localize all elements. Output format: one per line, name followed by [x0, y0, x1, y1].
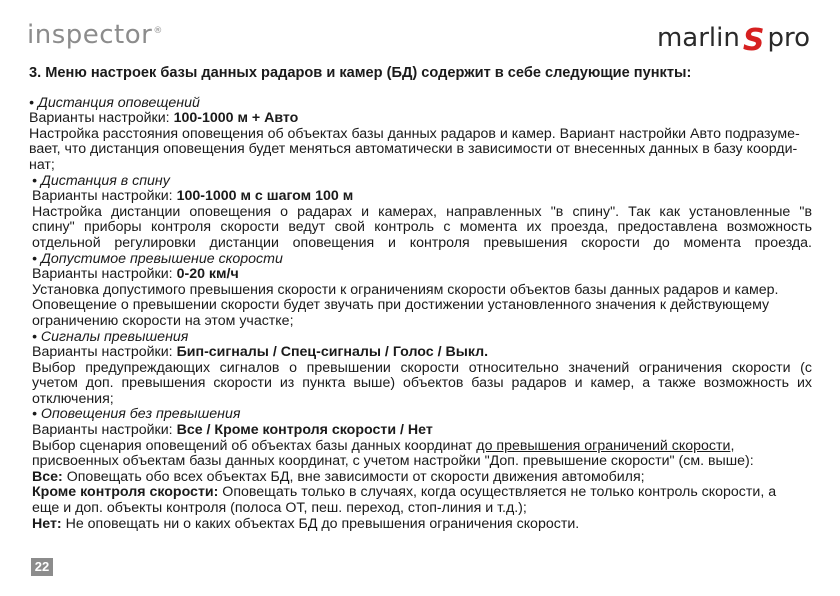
description-line: Оповещение о превышении скорости будет звучать при достижении установленного значения к действующему	[32, 297, 770, 314]
section-rear-distance	[29, 174, 812, 252]
settings-options	[32, 345, 812, 361]
section-title: • Сигналы превышения	[32, 328, 189, 345]
options-label: Варианты настройки:	[32, 344, 177, 361]
description-line: учетом доп. превышения скорости из пункта выше) объектов базы радаров и камер, а также возможность их	[32, 375, 812, 392]
section-title: • Оповещения без превышения	[32, 406, 241, 423]
marlin-logo-text: marlin	[656, 22, 740, 53]
description-line: вает, что дистанция оповещения будет меняться автоматически в зависимости от внесенных данных в базу коорди-	[29, 141, 798, 158]
option-all	[32, 470, 812, 486]
options-value: 100-1000 м с шагом 100 м	[176, 188, 354, 205]
section-title: • Допустимое превышение скорости	[32, 250, 283, 267]
settings-options	[32, 189, 812, 205]
inspector-logo-text: inspector	[27, 20, 153, 50]
description-line: отключения;	[32, 390, 114, 407]
description-line: Установка допустимого превышения скорости к ограничениям скорости объектов базы данных радаров и камер.	[32, 281, 779, 298]
option-text: Оповещать обо всех объектах БД, вне зависимости от скорости движения автомобиля;	[62, 468, 645, 485]
options-value: Все / Кроме контроля скорости / Нет	[176, 422, 433, 439]
section-overspeed-signals	[29, 330, 812, 408]
section-alert-distance	[29, 96, 812, 174]
description-line: Выбор предупреждающих сигналов о превышении скорости относительно значений ограничения скорости (с	[32, 359, 812, 376]
option-label: Кроме контроля скорости:	[32, 484, 219, 501]
description-line: Настройка дистанции оповещения о радарах и камерах, направленных "в спину". Так как установленные "в	[32, 203, 812, 220]
section-allowed-overspeed	[29, 252, 812, 330]
options-value: 100-1000 м + Авто	[173, 110, 299, 127]
options-label: Варианты настройки:	[32, 188, 177, 205]
page-content	[29, 66, 812, 532]
option-except-speed	[32, 485, 812, 501]
option-text: Не оповещать ни о каких объектах БД до превышения ограничения скорости.	[61, 515, 580, 532]
options-label: Варианты настройки:	[32, 422, 177, 439]
inspector-logo	[27, 20, 163, 50]
options-value: 0-20 км/ч	[176, 266, 239, 283]
options-value: Бип-сигналы / Спец-сигналы / Голос / Выкл.	[176, 344, 489, 361]
description-line: Настройка расстояния оповещения об объектах базы данных радаров и камер. Вариант настройки Авто подразуме-	[29, 125, 800, 142]
s-logo-mark: S	[742, 23, 765, 58]
option-none	[32, 517, 812, 533]
page-number: 22	[31, 558, 53, 576]
registered-mark: ®	[153, 26, 163, 37]
description-text: Выбор сценария оповещений об объектах базы данных координат	[32, 437, 477, 454]
marlin-s-pro-logo	[656, 20, 810, 58]
description-text: ,	[730, 437, 735, 454]
pro-logo-text: pro	[767, 22, 810, 53]
section-title: • Дистанция в спину	[32, 172, 170, 189]
description-line: спину" приборы контроля скорости ведут свой контроль с момента их проезда, предоставлена возможность	[32, 219, 812, 236]
description-line: отдельной регулировки дистанции оповещения и контроля превышения скорости до момента проезда.	[32, 234, 812, 251]
option-label: Все:	[32, 468, 63, 485]
description-line: присвоенных объектам базы данных координат, с учетом настройки "Доп. превышение скорости" (см. выше):	[32, 453, 754, 470]
description-line	[32, 439, 812, 455]
option-text: Оповещать только в случаях, когда осуществляется не только контроль скорости, а	[218, 484, 777, 501]
description-line: ограничению скорости на этом участке;	[32, 312, 294, 329]
underlined-phrase: до превышения ограничений скорости	[476, 437, 731, 454]
options-label: Варианты настройки:	[32, 266, 177, 283]
section-alerts-without-overspeed	[29, 407, 812, 532]
options-label: Варианты настройки:	[29, 110, 174, 127]
settings-options	[32, 423, 812, 439]
settings-options	[32, 267, 812, 283]
page-heading: 3. Меню настроек базы данных радаров и камер (БД) содержит в себе следующие пункты:	[29, 65, 692, 81]
option-label: Нет:	[32, 515, 62, 532]
description-line: нат;	[29, 156, 55, 173]
section-title: • Дистанция оповещений	[29, 94, 200, 111]
settings-options	[29, 111, 812, 127]
option-except-speed-cont: еще и доп. объекты контроля (полоса ОТ, пеш. переход, стоп-линия и т.д.);	[32, 500, 527, 517]
